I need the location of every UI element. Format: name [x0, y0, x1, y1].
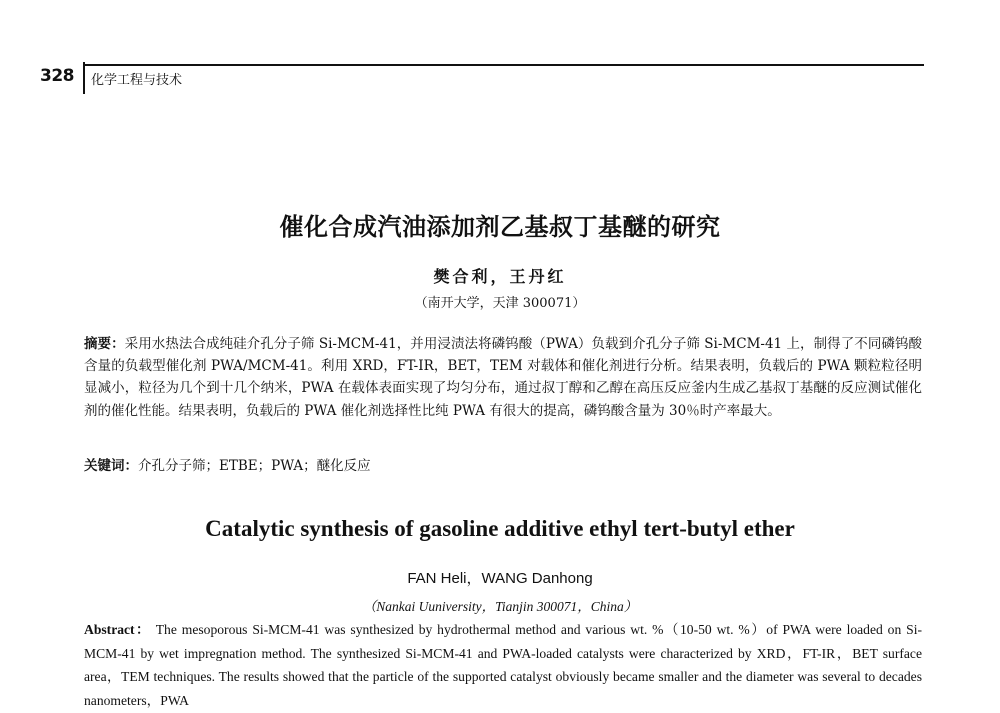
english-authors: FAN Heli，WANG Danhong — [407, 570, 593, 587]
chinese-authors: 樊合利，王丹红 — [433, 267, 567, 286]
header-rule — [84, 64, 924, 66]
header-divider-vertical — [83, 62, 85, 94]
chinese-title: 催化合成汽油添加剂乙基叔丁基醚的研究 — [279, 213, 721, 241]
english-abstract — [84, 618, 922, 712]
english-abstract-text: The mesoporous Si-MCM-41 was synthesized by hydrothermal method and various wt. %（10-50 wt. %）of PWA were loaded on Si-MCM-41 by wet impregnation method. The synthesized Si-MCM-41 and PWA-loaded catalysts were characterized by XRD，FT-IR，BET surface area，TEM techniques. The results showed that the particle of the supported catalyst obviously became smaller and the diameter was several to decades nanometers，PWA — [84, 622, 922, 708]
chinese-keywords-label: 关键词： — [84, 458, 138, 474]
chinese-keywords — [84, 455, 922, 477]
chinese-affiliation: （南开大学，天津 300071） — [414, 296, 586, 311]
running-header — [40, 58, 925, 98]
chinese-abstract-label: 摘要： — [84, 336, 125, 352]
english-affiliation: （Nankai Uuniversity，Tianjin 300071，China） — [362, 599, 638, 614]
chinese-abstract-text: 采用水热法合成纯硅介孔分子筛 Si-MCM-41，并用浸渍法将磷钨酸（PWA）负载到介孔分子筛 Si-MCM-41 上，制得了不同磷钨酸含量的负载型催化剂 PWA/MCM-41。利用 XRD，FT-IR，BET，TEM 对载体和催化剂进行分析。结果表明，负载后的 PWA 颗粒粒径明显减小，粒径为几个到十几个纳米，PWA 在载体表面实现了均匀分布，通过叔丁醇和乙醇在高压反应釜内生成乙基叔丁基醚的反应测试催化剂的催化性能。结果表明，负载后的 PWA 催化剂选择性比纯 PWA 有很大的提高，磷钨酸含量为 30％时产率最大。 — [84, 336, 923, 419]
chinese-keywords-text: 介孔分子筛；ETBE；PWA；醚化反应 — [138, 458, 371, 474]
english-abstract-label: Abstract： — [84, 622, 152, 637]
chinese-abstract — [84, 333, 922, 422]
page-number: 328 — [40, 66, 74, 86]
english-title: Catalytic synthesis of gasoline additive ethyl tert-butyl ether — [205, 516, 795, 541]
journal-name: 化学工程与技术 — [91, 73, 183, 88]
